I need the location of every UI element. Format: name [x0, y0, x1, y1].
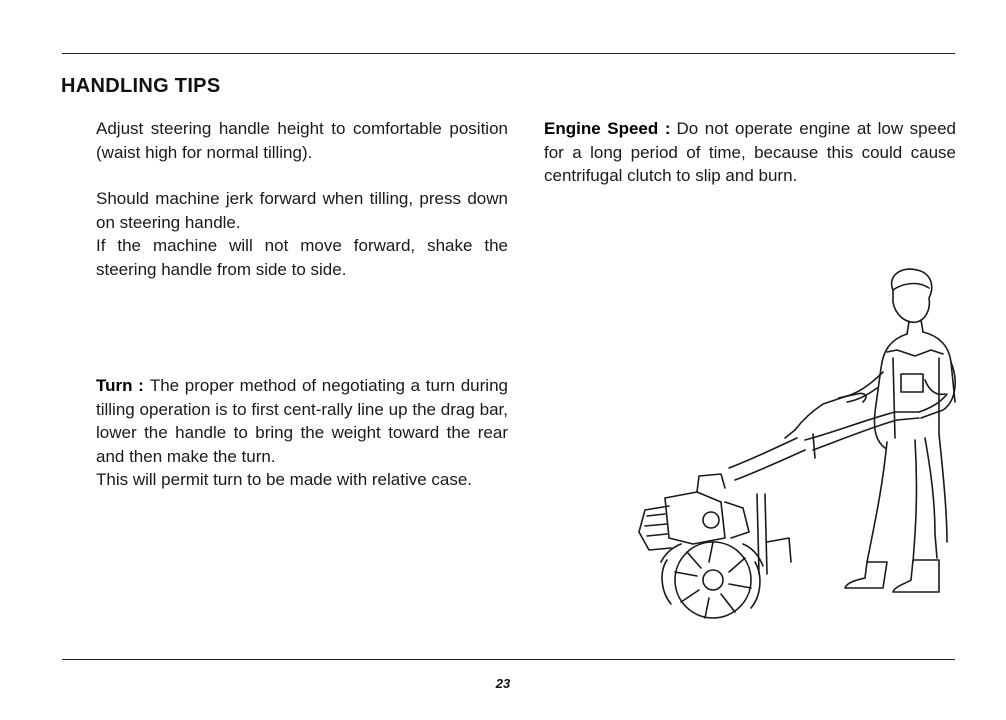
- section-heading: HANDLING TIPS: [61, 75, 221, 97]
- man-with-tiller-illustration: [625, 262, 965, 634]
- operator-figure: [839, 269, 955, 592]
- right-column: [544, 117, 956, 188]
- bottom-rule: [62, 659, 955, 660]
- steering-height-paragraph: Adjust steering handle height to comfortable position (waist high for normal tilling).: [96, 119, 508, 162]
- engine-speed-paragraph: [544, 117, 956, 188]
- turn-section: [96, 374, 508, 492]
- tiller-machine: [639, 393, 919, 618]
- left-column: [96, 117, 508, 281]
- turn-paragraph-2: This will permit turn to be made with relative case.: [96, 470, 473, 489]
- engine-speed-label: Engine Speed :: [544, 119, 671, 138]
- page-number: 23: [495, 676, 511, 691]
- jerk-forward-paragraph: Should machine jerk forward when tilling, press down on steering handle.: [96, 189, 508, 232]
- top-rule: [62, 53, 955, 54]
- turn-label: Turn :: [96, 376, 144, 395]
- not-moving-paragraph: If the machine will not move forward, shake the steering handle from side to side.: [96, 236, 508, 279]
- engine-speed-text: Do not operate engine at low speed for a long period of time, because this could cause centrifugal clutch to slip and burn.: [544, 119, 956, 185]
- turn-paragraph: [96, 374, 508, 468]
- turn-text: The proper method of negotiating a turn during tilling operation is to first cent-rally line up the drag bar, lower the handle to bring the weight toward the rear and then make the turn.: [96, 376, 508, 466]
